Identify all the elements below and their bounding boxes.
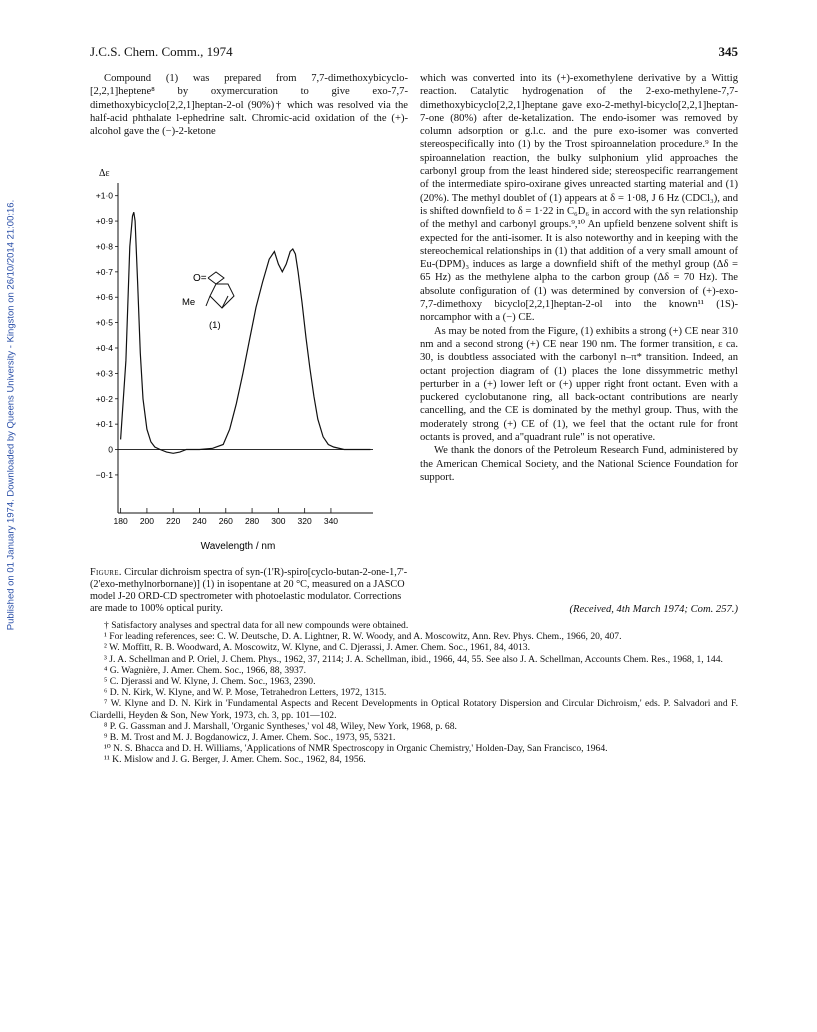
cd-spectrum-chart <box>88 168 388 568</box>
received-note: (Received, 4th March 1974; Com. 257.) <box>569 604 738 615</box>
x-tick-label: 220 <box>166 516 181 526</box>
x-tick-label: 300 <box>271 516 286 526</box>
x-tick-label: 240 <box>192 516 207 526</box>
reference-item: ¹¹ K. Mislow and J. G. Berger, J. Amer. Chem. Soc., 1962, 84, 1956. <box>104 754 366 766</box>
reference-item: ² W. Moffitt, R. B. Woodward, A. Moscowitz, W. Klyne, and C. Djerassi, J. Amer. Chem. Soc., 1961, 84, 4013. <box>104 642 530 654</box>
reference-item: ⁸ P. G. Gassman and J. Marshall, 'Organic Syntheses,' vol 48, Wiley, New York, 1968, p. 68. <box>104 720 457 732</box>
reference-item: ⁹ B. M. Trost and M. J. Bogdanowicz, J. Amer. Chem. Soc., 1973, 95, 5321. <box>104 732 396 744</box>
cd-curve <box>121 212 371 453</box>
paragraph-synthesis: which was converted into its (+)-exomethylene derivative by a Wittig reaction. Catalytic hydrogenation of the 2-exo-methylene-7,7-dimethoxybicyclo[2,2,1]heptane gave exo-2-methyl-bicyclo[2,2,1]heptan-7-one (80%) after de-ketalization. The endo-isomer was removed by column adsorption or g.l.c. and the pure exo-isomer was converted stereospecifically into (1) by the Trost spiroannelation procedure.⁹ In the spiroannelation reaction, the bulky sulphonium ylid approaches the carbonyl group from the least hindered side; stereospecific rearrangement of the intermediate spiro-oxirane gives unreacted starting material and (1) (20%). The methyl doublet of (1) appears at δ = 1·08, J 6 Hz (CDCl₃), and is shifted downfield to δ = 1·22 in C₆D₆ in accord with the syn relationship of the methyl and carbonyl groups.⁹,¹⁰ An upfield benzene solvent shift is expected for the anti-isomer. It is also noteworthy and in keeping with the stereochemical relationships in (1) that addition of a very small amount of Eu-(DPM)₃ induces as large a downfield shift of the methyl group (Δδ = 65 Hz) as the methylene alpha to the carbon group (Δδ = 70 Hz). The absolute configuration of (1) was determined by conversion of (+)-exo-7,7-dimethoxy bicyclo[2,2,1]heptan-2-ol into the known¹¹ (1S)-norcamphor with a (−) CE. <box>420 73 738 324</box>
left-column <box>90 72 408 138</box>
intro-paragraph: Compound (1) was prepared from 7,7-dimethoxybicyclo-[2,2,1]heptene⁸ by oxymercuration to give exo-7,7-dimethoxybicyclo[2,2,1]heptan-2-ol (90%)† which was resolved via the half-acid phthalate l-ephedrine salt. Chromic-acid oxidation of the (+)-alcohol gave the (−)-2-ketone <box>90 73 408 138</box>
x-tick-label: 260 <box>218 516 233 526</box>
x-tick-label: 320 <box>297 516 312 526</box>
reference-item: ¹⁰ N. S. Bhacca and D. H. Williams, 'Applications of NMR Spectroscopy in Organic Chemistry,' Holden-Day, San Francisco, 1964. <box>104 743 608 755</box>
page-number: 345 <box>718 44 738 59</box>
footnotes <box>90 620 738 766</box>
carbonyl-label: O= <box>193 273 207 284</box>
right-column <box>420 72 738 484</box>
reference-item: ⁵ C. Djerassi and W. Klyne, J. Chem. Soc., 1963, 2390. <box>104 676 316 688</box>
x-tick-label: 180 <box>113 516 128 526</box>
cd-spectrum-figure <box>88 168 388 568</box>
y-tick-label: −0·1 <box>95 469 113 480</box>
y-tick-label: +0·4 <box>95 343 113 353</box>
y-tick-label: +0·1 <box>95 419 113 430</box>
y-tick-label: +0·7 <box>95 266 113 277</box>
x-axis-label: Wavelength / nm <box>200 541 276 552</box>
x-tick-label: 200 <box>139 516 155 526</box>
caption-text: Circular dichroism spectra of syn-(1'R)-spiro[cyclo-butan-2-one-1,7'-(2'exo-methylnorbornane)] (1) in isopentane at 20 °C, measured on a JASCO model J-20 ORD-CD spectrometer with photoelastic modulator. Corrections are made to 100% optical purity. <box>90 567 408 614</box>
y-tick-label: +1·0 <box>95 190 113 201</box>
y-tick-label: +0·5 <box>95 317 113 328</box>
reference-item: ⁶ D. N. Kirk, W. Klyne, and W. P. Mose, Tetrahedron Letters, 1972, 1315. <box>104 687 387 699</box>
y-axis-label: Δε <box>99 168 110 179</box>
y-tick-label: +0·6 <box>95 292 113 303</box>
methyl-label: Me <box>182 297 196 308</box>
page-header <box>90 44 738 64</box>
structure-diagram <box>182 272 234 331</box>
reference-item: ¹ For leading references, see: C. W. Deutsche, D. A. Lightner, R. W. Woody, and A. Moscowitz, Ann. Rev. Phys. Chem., 1966, 20, 407. <box>104 631 622 643</box>
paragraph-cd-discussion: As may be noted from the Figure, (1) exhibits a strong (+) CE near 310 nm and a second strong (+) CE near 190 nm. The former transition, ε ca. 30, is doubtless associated with the carbonyl n–π* transition. Indeed, an octant projection diagram of (1) places the lone dissymmetric methyl perturber in a (+) lower left or (+) upper right front octant. Even with a puckered cyclobutanone ring, all back-octant contributions are nearly cancelling, and the CE is dominated by the methyl group. Thus, with the moderately strong (+) CE of (1), we feel that the octant rule for front octants is proved, and a"quadrant rule" is not operative. <box>420 325 738 444</box>
x-tick-label: 340 <box>323 516 339 526</box>
download-notice: Published on 01 January 1974. Downloaded by Queens University - Kingston on 26/10/2014 21:00:16. <box>5 199 17 631</box>
reference-item: ³ J. A. Schellman and P. Oriel, J. Chem. Phys., 1962, 37, 2114; J. A. Schellman, ibid., 1966, 44, 55. See also J. A. Schellman, Accounts Chem. Res., 1968, 1, 144. <box>104 653 723 665</box>
caption-label: Figure. <box>90 567 122 578</box>
y-tick-label: +0·8 <box>95 241 113 252</box>
y-tick-label: +0·9 <box>95 216 113 227</box>
footnote-dagger: † Satisfactory analyses and spectral data for all new compounds were obtained. <box>104 620 409 631</box>
y-tick-label: +0·3 <box>95 368 113 379</box>
paragraph-acknowledgement: We thank the donors of the Petroleum Research Fund, administered by the American Chemical Society, and the National Science Foundation for support. <box>420 445 738 483</box>
reference-item: ⁴ G. Wagnière, J. Amer. Chem. Soc., 1966, 88, 3937. <box>104 664 306 676</box>
x-tick-label: 280 <box>244 516 260 526</box>
download-watermark <box>2 185 20 645</box>
compound-label: (1) <box>209 320 221 331</box>
reference-item: ⁷ W. Klyne and D. N. Kirk in 'Fundamental Aspects and Recent Developments in Optical Rotatory Dispersion and Circular Dichroism,' eds. P. Salvadori and F. Ciardelli, Heyden & Son, New York, 1973, ch. 3, pp. 101—102. <box>90 698 738 721</box>
y-tick-label: 0 <box>108 444 113 455</box>
y-tick-label: +0·2 <box>95 393 113 404</box>
figure-caption <box>90 567 408 615</box>
journal-title: J.C.S. Chem. Comm., 1974 <box>90 44 233 59</box>
